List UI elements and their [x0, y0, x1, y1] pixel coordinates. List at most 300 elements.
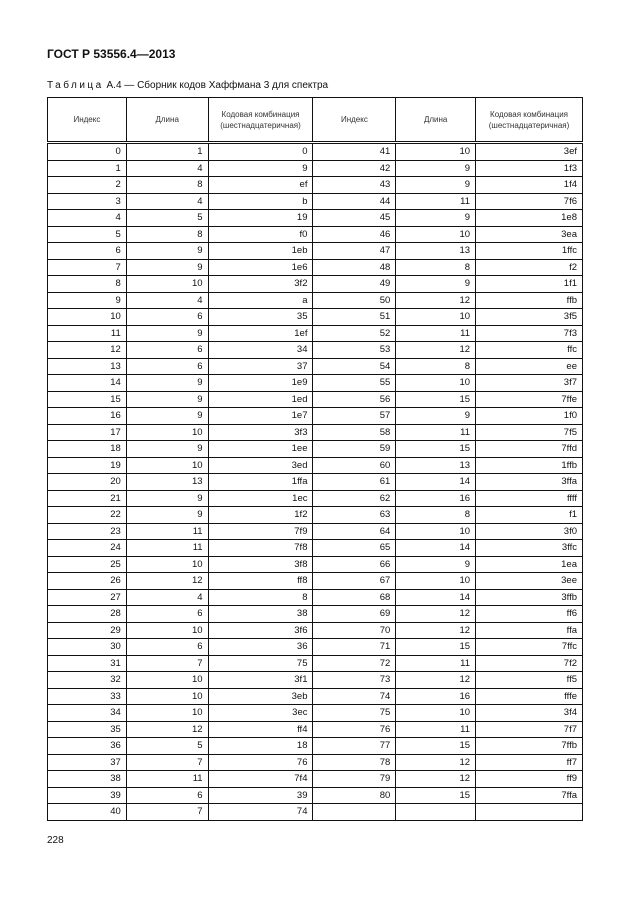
- table-row: [48, 540, 583, 557]
- cell-codeword: 7ffc: [476, 639, 583, 656]
- cell-codeword: 39: [208, 787, 313, 804]
- table-row: [48, 441, 583, 458]
- cell-codeword: 1e9: [208, 375, 313, 392]
- cell-codeword: 1ed: [208, 391, 313, 408]
- cell-index: 52: [313, 325, 396, 342]
- cell-index: 65: [313, 540, 396, 557]
- cell-length: 12: [126, 573, 208, 590]
- cell-codeword: ffb: [476, 292, 583, 309]
- cell-length: 7: [126, 655, 208, 672]
- cell-length: 13: [396, 243, 476, 260]
- cell-length: 5: [126, 738, 208, 755]
- cell-index: 56: [313, 391, 396, 408]
- header-codeword: Кодовая комбинация (шестнадцатеричная): [476, 98, 583, 143]
- cell-codeword: a: [208, 292, 313, 309]
- cell-codeword: 3ef: [476, 143, 583, 161]
- cell-index: 26: [48, 573, 127, 590]
- table-row: [48, 424, 583, 441]
- cell-length: 12: [396, 292, 476, 309]
- table-row: [48, 655, 583, 672]
- cell-codeword: 3f2: [208, 276, 313, 293]
- cell-codeword: 35: [208, 309, 313, 326]
- table-row: [48, 573, 583, 590]
- cell-codeword: f1: [476, 507, 583, 524]
- cell-length: 9: [396, 408, 476, 425]
- cell-codeword: 1f4: [476, 177, 583, 194]
- cell-length: 8: [126, 226, 208, 243]
- cell-codeword: 7f3: [476, 325, 583, 342]
- cell-codeword: 1e7: [208, 408, 313, 425]
- cell-length: 10: [126, 457, 208, 474]
- cell-index: 43: [313, 177, 396, 194]
- table-body: [48, 143, 583, 821]
- cell-index: 32: [48, 672, 127, 689]
- cell-length: 8: [396, 259, 476, 276]
- cell-codeword: 7ffa: [476, 787, 583, 804]
- cell-index: 35: [48, 721, 127, 738]
- cell-length: 6: [126, 309, 208, 326]
- cell-length: 6: [126, 606, 208, 623]
- cell-index: 45: [313, 210, 396, 227]
- table-row: [48, 210, 583, 227]
- cell-index: 19: [48, 457, 127, 474]
- cell-index: 14: [48, 375, 127, 392]
- cell-codeword: 8: [208, 589, 313, 606]
- cell-length: 9: [126, 507, 208, 524]
- cell-index: 72: [313, 655, 396, 672]
- cell-length: 16: [396, 688, 476, 705]
- header-length: Длина: [126, 98, 208, 143]
- cell-codeword: ef: [208, 177, 313, 194]
- cell-codeword: 7f5: [476, 424, 583, 441]
- cell-index: 17: [48, 424, 127, 441]
- cell-index: 55: [313, 375, 396, 392]
- table-row: [48, 408, 583, 425]
- cell-index: 31: [48, 655, 127, 672]
- cell-codeword: 1e8: [476, 210, 583, 227]
- cell-index: 12: [48, 342, 127, 359]
- cell-index: 60: [313, 457, 396, 474]
- cell-codeword: 1e6: [208, 259, 313, 276]
- cell-index: 16: [48, 408, 127, 425]
- cell-codeword: 1f2: [208, 507, 313, 524]
- cell-length: 9: [396, 210, 476, 227]
- cell-length: 7: [126, 804, 208, 821]
- cell-index: 58: [313, 424, 396, 441]
- cell-length: 12: [396, 771, 476, 788]
- cell-length: 11: [396, 721, 476, 738]
- cell-length: 9: [126, 391, 208, 408]
- cell-length: 10: [126, 424, 208, 441]
- table-row: [48, 177, 583, 194]
- cell-codeword: 3f5: [476, 309, 583, 326]
- cell-index: 3: [48, 193, 127, 210]
- cell-index: 2: [48, 177, 127, 194]
- cell-index: 74: [313, 688, 396, 705]
- cell-codeword: 18: [208, 738, 313, 755]
- cell-index: 27: [48, 589, 127, 606]
- cell-length: 11: [126, 540, 208, 557]
- cell-index: 22: [48, 507, 127, 524]
- cell-length: 11: [396, 193, 476, 210]
- table-row: [48, 721, 583, 738]
- table-row: [48, 143, 583, 161]
- cell-length: 9: [126, 259, 208, 276]
- cell-index: 39: [48, 787, 127, 804]
- cell-codeword: ff5: [476, 672, 583, 689]
- table-row: [48, 523, 583, 540]
- table-row: [48, 309, 583, 326]
- cell-codeword: 36: [208, 639, 313, 656]
- table-row: [48, 375, 583, 392]
- cell-index: 47: [313, 243, 396, 260]
- cell-codeword: 7f9: [208, 523, 313, 540]
- header-length: Длина: [396, 98, 476, 143]
- cell-codeword: 3ffc: [476, 540, 583, 557]
- cell-length: 10: [396, 523, 476, 540]
- cell-codeword: 3f3: [208, 424, 313, 441]
- table-row: [48, 457, 583, 474]
- table-row: [48, 507, 583, 524]
- cell-length: 9: [396, 556, 476, 573]
- cell-index: 49: [313, 276, 396, 293]
- cell-codeword: 1ec: [208, 490, 313, 507]
- cell-codeword: 7f7: [476, 721, 583, 738]
- cell-index: 70: [313, 622, 396, 639]
- cell-codeword: 1ffa: [208, 474, 313, 491]
- cell-index: 24: [48, 540, 127, 557]
- cell-codeword: 74: [208, 804, 313, 821]
- cell-length: 10: [126, 688, 208, 705]
- cell-codeword: 76: [208, 754, 313, 771]
- cell-codeword: 1f3: [476, 160, 583, 177]
- cell-length: 11: [396, 424, 476, 441]
- cell-codeword: 7ffb: [476, 738, 583, 755]
- cell-length: 5: [126, 210, 208, 227]
- cell-length: 15: [396, 738, 476, 755]
- cell-index: 59: [313, 441, 396, 458]
- cell-codeword: 38: [208, 606, 313, 623]
- table-row: [48, 754, 583, 771]
- cell-length: 9: [126, 490, 208, 507]
- table-row: [48, 672, 583, 689]
- cell-index: 0: [48, 143, 127, 161]
- table-row: [48, 193, 583, 210]
- cell-index: 64: [313, 523, 396, 540]
- cell-codeword: 3ffa: [476, 474, 583, 491]
- cell-length: 6: [126, 342, 208, 359]
- cell-length: 16: [396, 490, 476, 507]
- cell-codeword: 7f4: [208, 771, 313, 788]
- cell-index: 67: [313, 573, 396, 590]
- cell-index: 71: [313, 639, 396, 656]
- cell-length: 15: [396, 391, 476, 408]
- cell-codeword: 3ee: [476, 573, 583, 590]
- cell-index: 69: [313, 606, 396, 623]
- cell-length: 10: [126, 622, 208, 639]
- cell-codeword: ff9: [476, 771, 583, 788]
- cell-codeword: 1ef: [208, 325, 313, 342]
- cell-length: 11: [396, 655, 476, 672]
- cell-index: 61: [313, 474, 396, 491]
- cell-index: 28: [48, 606, 127, 623]
- cell-index: 62: [313, 490, 396, 507]
- cell-index: 44: [313, 193, 396, 210]
- table-row: [48, 622, 583, 639]
- cell-codeword: 1eb: [208, 243, 313, 260]
- cell-length: 9: [126, 408, 208, 425]
- cell-index: 57: [313, 408, 396, 425]
- cell-index: 36: [48, 738, 127, 755]
- cell-length: 10: [126, 705, 208, 722]
- cell-index: 10: [48, 309, 127, 326]
- cell-index: 42: [313, 160, 396, 177]
- cell-length: 9: [126, 375, 208, 392]
- cell-length: 1: [126, 143, 208, 161]
- cell-length: 8: [396, 358, 476, 375]
- cell-index: 30: [48, 639, 127, 656]
- cell-length: 13: [126, 474, 208, 491]
- cell-codeword: ffa: [476, 622, 583, 639]
- cell-index: 9: [48, 292, 127, 309]
- cell-codeword: 7f2: [476, 655, 583, 672]
- cell-index: 80: [313, 787, 396, 804]
- cell-length: 12: [396, 606, 476, 623]
- cell-index: 25: [48, 556, 127, 573]
- cell-length: 10: [126, 276, 208, 293]
- table-row: [48, 276, 583, 293]
- cell-length: [396, 804, 476, 821]
- cell-index: 33: [48, 688, 127, 705]
- cell-index: 4: [48, 210, 127, 227]
- cell-index: 20: [48, 474, 127, 491]
- cell-codeword: 19: [208, 210, 313, 227]
- cell-index: 13: [48, 358, 127, 375]
- cell-length: 4: [126, 292, 208, 309]
- cell-length: 14: [396, 589, 476, 606]
- table-row: [48, 325, 583, 342]
- cell-index: 29: [48, 622, 127, 639]
- cell-codeword: 3f0: [476, 523, 583, 540]
- table-header-row: [48, 98, 583, 143]
- cell-index: 53: [313, 342, 396, 359]
- cell-index: 54: [313, 358, 396, 375]
- table-row: [48, 160, 583, 177]
- cell-length: 4: [126, 160, 208, 177]
- cell-codeword: ff6: [476, 606, 583, 623]
- cell-codeword: 3ec: [208, 705, 313, 722]
- cell-codeword: 3eb: [208, 688, 313, 705]
- header-codeword: Кодовая комбинация (шестнадцатеричная): [208, 98, 313, 143]
- cell-index: 11: [48, 325, 127, 342]
- cell-length: 9: [126, 441, 208, 458]
- cell-codeword: 1f1: [476, 276, 583, 293]
- cell-index: 18: [48, 441, 127, 458]
- cell-codeword: 3f7: [476, 375, 583, 392]
- cell-length: 12: [396, 342, 476, 359]
- cell-index: 7: [48, 259, 127, 276]
- cell-codeword: 37: [208, 358, 313, 375]
- table-row: [48, 705, 583, 722]
- cell-codeword: 1ffb: [476, 457, 583, 474]
- cell-length: 10: [126, 556, 208, 573]
- document-id: ГОСТ Р 53556.4—2013: [47, 47, 176, 61]
- cell-codeword: ff7: [476, 754, 583, 771]
- cell-length: 15: [396, 639, 476, 656]
- cell-length: 13: [396, 457, 476, 474]
- cell-codeword: 1ea: [476, 556, 583, 573]
- cell-index: 79: [313, 771, 396, 788]
- header-index: Индекс: [48, 98, 127, 143]
- cell-codeword: 1f0: [476, 408, 583, 425]
- cell-length: 4: [126, 589, 208, 606]
- cell-index: 34: [48, 705, 127, 722]
- cell-index: 40: [48, 804, 127, 821]
- cell-index: 48: [313, 259, 396, 276]
- cell-codeword: f0: [208, 226, 313, 243]
- cell-index: 15: [48, 391, 127, 408]
- cell-codeword: ff4: [208, 721, 313, 738]
- cell-codeword: [476, 804, 583, 821]
- cell-length: 10: [396, 573, 476, 590]
- cell-length: 14: [396, 540, 476, 557]
- cell-length: 9: [396, 177, 476, 194]
- table-row: [48, 391, 583, 408]
- cell-length: 10: [396, 705, 476, 722]
- cell-index: 21: [48, 490, 127, 507]
- table-caption-text: А.4 — Сборник кодов Хаффмана 3 для спектра: [103, 80, 329, 91]
- cell-codeword: 34: [208, 342, 313, 359]
- cell-length: 10: [126, 672, 208, 689]
- cell-length: 4: [126, 193, 208, 210]
- cell-length: 11: [126, 771, 208, 788]
- table-row: [48, 358, 583, 375]
- cell-codeword: 3f4: [476, 705, 583, 722]
- cell-codeword: 3ed: [208, 457, 313, 474]
- cell-index: [313, 804, 396, 821]
- cell-index: 51: [313, 309, 396, 326]
- cell-index: 76: [313, 721, 396, 738]
- table-row: [48, 738, 583, 755]
- table-row: [48, 787, 583, 804]
- cell-length: 10: [396, 226, 476, 243]
- cell-length: 6: [126, 358, 208, 375]
- table-row: [48, 259, 583, 276]
- cell-codeword: 7f8: [208, 540, 313, 557]
- cell-codeword: 0: [208, 143, 313, 161]
- cell-codeword: f2: [476, 259, 583, 276]
- cell-codeword: 1ee: [208, 441, 313, 458]
- table-row: [48, 688, 583, 705]
- cell-length: 9: [126, 243, 208, 260]
- cell-codeword: ffff: [476, 490, 583, 507]
- cell-length: 10: [396, 375, 476, 392]
- cell-length: 9: [396, 160, 476, 177]
- cell-length: 11: [396, 325, 476, 342]
- cell-codeword: b: [208, 193, 313, 210]
- cell-length: 14: [396, 474, 476, 491]
- cell-index: 78: [313, 754, 396, 771]
- cell-length: 15: [396, 441, 476, 458]
- cell-length: 11: [126, 523, 208, 540]
- cell-index: 73: [313, 672, 396, 689]
- cell-length: 12: [396, 672, 476, 689]
- cell-codeword: ff8: [208, 573, 313, 590]
- cell-index: 63: [313, 507, 396, 524]
- table-row: [48, 243, 583, 260]
- cell-length: 9: [396, 276, 476, 293]
- cell-codeword: ee: [476, 358, 583, 375]
- table-row: [48, 589, 583, 606]
- table-row: [48, 556, 583, 573]
- cell-length: 10: [396, 309, 476, 326]
- table-row: [48, 226, 583, 243]
- cell-index: 77: [313, 738, 396, 755]
- huffman-code-table: [47, 97, 583, 821]
- cell-codeword: 7f6: [476, 193, 583, 210]
- cell-length: 8: [126, 177, 208, 194]
- cell-index: 5: [48, 226, 127, 243]
- table-row: [48, 804, 583, 821]
- page-number: 228: [47, 835, 64, 846]
- cell-codeword: 75: [208, 655, 313, 672]
- cell-length: 8: [396, 507, 476, 524]
- table-caption-label: Таблица: [47, 80, 104, 91]
- table-caption: [47, 80, 328, 91]
- cell-codeword: 3f6: [208, 622, 313, 639]
- table-row: [48, 292, 583, 309]
- header-index: Индекс: [313, 98, 396, 143]
- cell-codeword: 9: [208, 160, 313, 177]
- cell-index: 50: [313, 292, 396, 309]
- cell-length: 10: [396, 143, 476, 161]
- cell-index: 68: [313, 589, 396, 606]
- table-row: [48, 342, 583, 359]
- cell-index: 46: [313, 226, 396, 243]
- cell-codeword: 7ffe: [476, 391, 583, 408]
- cell-length: 15: [396, 787, 476, 804]
- cell-codeword: 1ffc: [476, 243, 583, 260]
- cell-codeword: 3ea: [476, 226, 583, 243]
- table-row: [48, 606, 583, 623]
- cell-codeword: 3f8: [208, 556, 313, 573]
- cell-index: 1: [48, 160, 127, 177]
- cell-index: 23: [48, 523, 127, 540]
- table-row: [48, 490, 583, 507]
- cell-index: 6: [48, 243, 127, 260]
- table-row: [48, 639, 583, 656]
- cell-codeword: 3ffb: [476, 589, 583, 606]
- cell-index: 66: [313, 556, 396, 573]
- cell-index: 75: [313, 705, 396, 722]
- cell-index: 37: [48, 754, 127, 771]
- cell-codeword: ffc: [476, 342, 583, 359]
- cell-codeword: 7ffd: [476, 441, 583, 458]
- cell-length: 12: [396, 754, 476, 771]
- cell-index: 8: [48, 276, 127, 293]
- cell-codeword: 3f1: [208, 672, 313, 689]
- cell-index: 41: [313, 143, 396, 161]
- cell-index: 38: [48, 771, 127, 788]
- cell-length: 6: [126, 639, 208, 656]
- cell-length: 7: [126, 754, 208, 771]
- table-row: [48, 474, 583, 491]
- table-row: [48, 771, 583, 788]
- cell-length: 12: [126, 721, 208, 738]
- cell-length: 12: [396, 622, 476, 639]
- cell-length: 6: [126, 787, 208, 804]
- cell-codeword: fffe: [476, 688, 583, 705]
